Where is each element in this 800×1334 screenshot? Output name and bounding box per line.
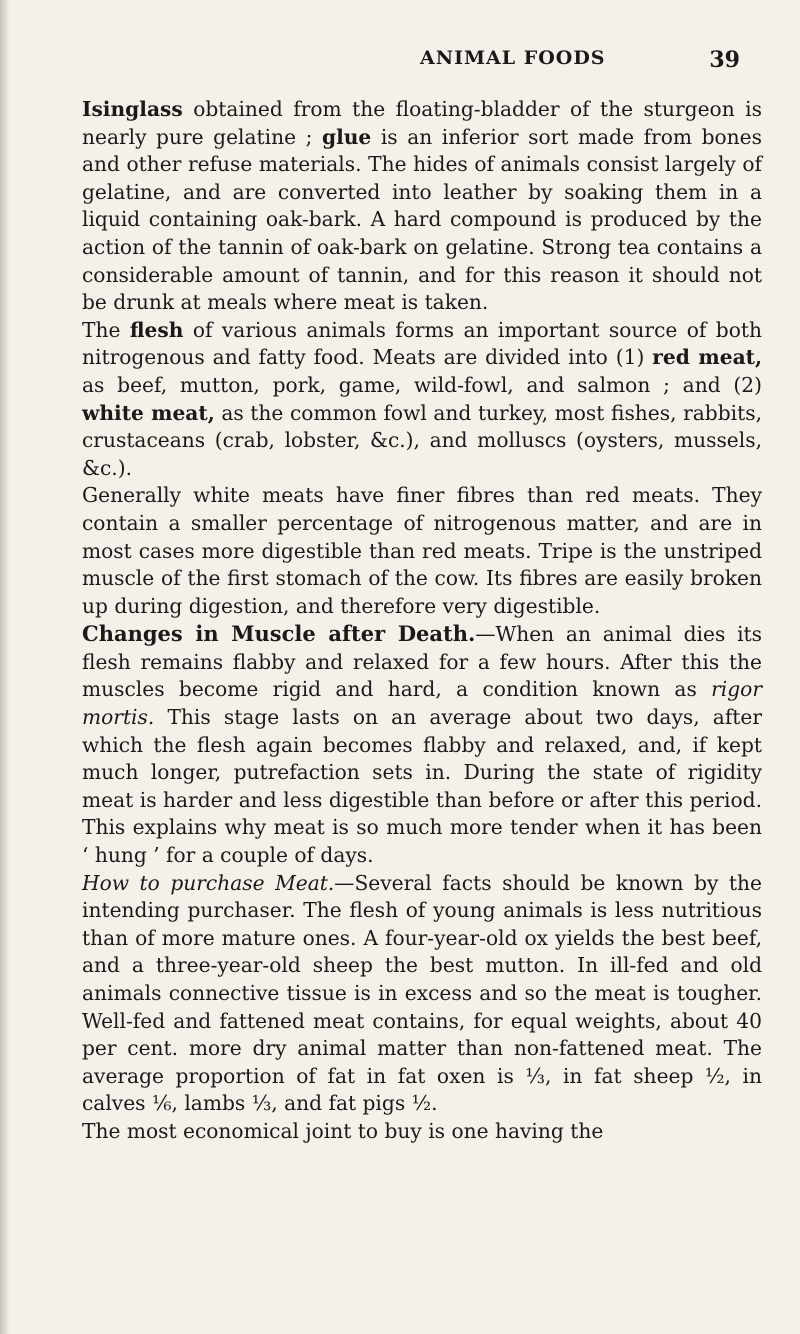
paragraph-changes-after-death xyxy=(82,620,762,869)
text-run: , lambs xyxy=(171,1091,252,1116)
heading-changes-in-muscle: Changes in Muscle after Death. xyxy=(82,621,476,647)
paragraph-white-meats: Generally white meats have finer fibres than red meats. They contain a smaller percentage of nitrogenous matter, and are in most cases more digestible than red meats. Tripe is the unstriped muscle of the first stomach of the cow. Its fibres are easily broken up during digestion, and therefore very digestible. xyxy=(82,483,762,618)
heading-how-to-purchase: How to purchase Meat. xyxy=(82,870,335,895)
fraction-lambs: ⅓ xyxy=(251,1091,272,1116)
text-run: as beef, mutton, pork, game, wild-fowl, and salmon ; and (2) xyxy=(82,372,762,397)
fraction-pigs: ½ xyxy=(411,1091,432,1116)
text-run: , and fat pigs xyxy=(271,1091,412,1116)
paragraph-economical-joint: The most economical joint to buy is one having the xyxy=(82,1118,604,1143)
text-run: of various animals forms an important source of both nitrogenous and fatty food. Meats are divided into (1) xyxy=(82,317,762,370)
term-white-meat: white meat, xyxy=(82,400,215,425)
term-red-meat: red meat, xyxy=(652,345,763,370)
term-flesh: flesh xyxy=(129,317,184,342)
body-text xyxy=(82,96,762,1146)
page-binding-edge xyxy=(0,0,10,1334)
text-run: , in fat sheep xyxy=(544,1063,705,1088)
paragraph-isinglass xyxy=(82,96,762,317)
page-number: 39 xyxy=(709,47,740,73)
term-isinglass: Isinglass xyxy=(82,97,183,121)
running-title: ANIMAL FOODS xyxy=(420,47,606,69)
term-glue: glue xyxy=(321,124,372,149)
term-rigor-mortis: rigor mortis. xyxy=(82,677,762,730)
running-header xyxy=(420,47,740,73)
text-run: as the common fowl and turkey, most fishes, rabbits, crustaceans (crab, lobster, &c.), and molluscs (oysters, mussels, &c.). xyxy=(82,400,762,480)
text-run: . xyxy=(431,1091,438,1116)
text-run: is an inferior sort made from bones and other refuse materials. The hides of animals consist largely of gelatine, and are converted into leather by soaking them in a liquid containing oak-bark. A hard compound is produced by the action of the tannin of oak-bark on gelatine. Strong tea contains a considerable amount of tannin, and for this reason it should not be drunk at meals where meat is taken. xyxy=(82,124,762,315)
text-run: —Several facts should be known by the intending purchaser. The flesh of young animals is less nutritious than of more mature ones. A four-year-old ox yields the best beef, and a three-year-old sheep the best mutton. In ill-fed and old animals connective tissue is in excess and so the meat is tougher. Well-fed and fattened meat contains, for equal weights, about 40 per cent. more dry animal matter than non-fattened meat. The average proportion of fat in fat oxen is xyxy=(82,870,762,1088)
fraction-sheep: ½ xyxy=(704,1063,725,1088)
fraction-oxen: ⅓ xyxy=(525,1063,545,1088)
text-run: , in calves xyxy=(82,1063,763,1116)
fraction-calves: ⅙ xyxy=(151,1091,172,1116)
paragraph-flesh xyxy=(82,317,762,483)
text-run: —When an animal dies its flesh remains flabby and relaxed for a few hours. After this the muscles become rigid and hard, a condition known as xyxy=(82,622,762,702)
text-run: This stage lasts on an average about two days, after which the flesh again becomes flabby and relaxed, and, if kept much longer, putrefaction sets in. During the state of rigidity meat is harder and less digestible than before or after this period. This explains why meat is so much more tender when it has been ‘ hung ’ for a couple of days. xyxy=(82,705,762,868)
text-run: The xyxy=(82,317,130,342)
text-run: obtained from the floating-bladder of the sturgeon is nearly pure gelatine ; xyxy=(82,97,762,149)
paragraph-purchase-meat xyxy=(82,870,762,1118)
